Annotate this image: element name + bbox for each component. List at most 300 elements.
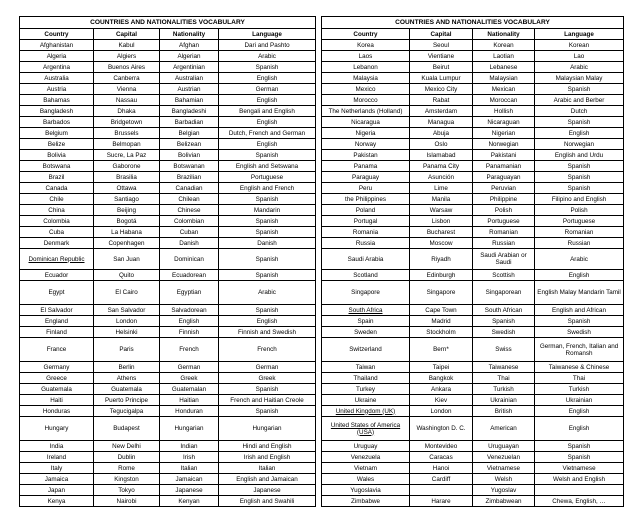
left-vocabulary-table xyxy=(19,16,316,507)
table-row xyxy=(322,305,624,316)
left-cell-capital: Berlin xyxy=(94,362,160,373)
table-row xyxy=(322,62,624,73)
right-cell-capital: Montevideo xyxy=(410,441,473,452)
right-cell-nationality: South African xyxy=(473,305,535,316)
right-cell-capital: Seoul xyxy=(410,40,473,51)
right-cell-language: Turkish xyxy=(535,384,624,395)
left-cell-country: Cuba xyxy=(20,227,94,238)
left-cell-capital: Canberra xyxy=(94,73,160,84)
left-cell-language: Irish and English xyxy=(219,452,316,463)
left-cell-capital: Dublin xyxy=(94,452,160,463)
left-cell-nationality: Cuban xyxy=(160,227,219,238)
left-cell-capital: La Habana xyxy=(94,227,160,238)
left-cell-nationality: German xyxy=(160,362,219,373)
right-cell-nationality: Peruvian xyxy=(473,183,535,194)
right-cell-country: Thailand xyxy=(322,373,410,384)
right-cell-language: English Malay Mandarin Tamil xyxy=(535,281,624,305)
right-cell-country: Morocco xyxy=(322,95,410,106)
right-cell-nationality: Paraguayan xyxy=(473,172,535,183)
right-cell-language: Dutch xyxy=(535,106,624,117)
right-cell-country: Panama xyxy=(322,161,410,172)
table-row xyxy=(20,73,316,84)
left-cell-language: English xyxy=(219,316,316,327)
left-cell-language: Arabic xyxy=(219,51,316,62)
left-cell-capital: Vienna xyxy=(94,84,160,95)
table-row xyxy=(322,496,624,507)
right-cell-nationality: Moroccan xyxy=(473,95,535,106)
right-cell-capital: Managua xyxy=(410,117,473,128)
left-cell-capital: Santiago xyxy=(94,194,160,205)
left-cell-country: Colombia xyxy=(20,216,94,227)
left-cell-language: English and Setswana xyxy=(219,161,316,172)
table-row xyxy=(322,84,624,95)
left-cell-capital: Buenos Aires xyxy=(94,62,160,73)
right-cell-nationality: Zimbabwean xyxy=(473,496,535,507)
right-cell-language: Spanish xyxy=(535,183,624,194)
left-cell-capital: Ottawa xyxy=(94,183,160,194)
left-cell-capital: Copenhagen xyxy=(94,238,160,249)
table-row xyxy=(20,463,316,474)
table-row xyxy=(20,40,316,51)
left-cell-country: England xyxy=(20,316,94,327)
left-cell-country: Algeria xyxy=(20,51,94,62)
left-cell-nationality: Bangladeshi xyxy=(160,106,219,117)
left-header-nationality: Nationality xyxy=(160,29,219,40)
right-cell-capital: Amsterdam xyxy=(410,106,473,117)
table-row xyxy=(322,452,624,463)
table-row xyxy=(322,485,624,496)
right-cell-capital xyxy=(410,485,473,496)
right-cell-country: Mexico xyxy=(322,84,410,95)
table-row xyxy=(322,40,624,51)
table-row xyxy=(20,128,316,139)
right-cell-country: Taiwan xyxy=(322,362,410,373)
right-cell-capital: Mexico City xyxy=(410,84,473,95)
left-cell-nationality: Kenyan xyxy=(160,496,219,507)
table-row xyxy=(322,384,624,395)
left-cell-nationality: Colombian xyxy=(160,216,219,227)
left-cell-nationality: Algerian xyxy=(160,51,219,62)
left-cell-country: Bangladesh xyxy=(20,106,94,117)
left-cell-language: Dutch, French and German xyxy=(219,128,316,139)
right-cell-country: Saudi Arabia xyxy=(322,249,410,270)
left-cell-capital: Beijing xyxy=(94,205,160,216)
right-cell-country: Paraguay xyxy=(322,172,410,183)
table-row xyxy=(20,106,316,117)
right-cell-nationality: Norwegian xyxy=(473,139,535,150)
right-cell-nationality: Singaporean xyxy=(473,281,535,305)
left-cell-nationality: Greek xyxy=(160,373,219,384)
right-cell-country: Yugoslavia xyxy=(322,485,410,496)
table-row xyxy=(20,161,316,172)
right-cell-language: Arabic xyxy=(535,62,624,73)
right-cell-country: the Philippines xyxy=(322,194,410,205)
right-cell-country: Turkey xyxy=(322,384,410,395)
left-cell-country: Egypt xyxy=(20,281,94,305)
left-cell-language: Hungarian xyxy=(219,417,316,441)
right-cell-language: Spanish xyxy=(535,316,624,327)
right-cell-nationality: British xyxy=(473,406,535,417)
left-cell-nationality: Guatemalan xyxy=(160,384,219,395)
left-header-language: Language xyxy=(219,29,316,40)
right-header-language: Language xyxy=(535,29,624,40)
right-cell-nationality: Malaysian xyxy=(473,73,535,84)
right-cell-country: Wales xyxy=(322,474,410,485)
table-row xyxy=(322,95,624,106)
right-cell-country: Sweden xyxy=(322,327,410,338)
left-cell-nationality: Salvadorean xyxy=(160,305,219,316)
left-cell-capital: Algiers xyxy=(94,51,160,62)
left-cell-capital: Gaborone xyxy=(94,161,160,172)
left-cell-language: English xyxy=(219,95,316,106)
table-row xyxy=(20,150,316,161)
right-cell-capital: Madrid xyxy=(410,316,473,327)
right-cell-country: Portugal xyxy=(322,216,410,227)
left-cell-capital: Helsinki xyxy=(94,327,160,338)
left-cell-country: China xyxy=(20,205,94,216)
right-cell-nationality: Uruguayan xyxy=(473,441,535,452)
table-row xyxy=(20,338,316,362)
right-header-row xyxy=(322,29,624,40)
left-cell-country: Brazil xyxy=(20,172,94,183)
left-cell-nationality: Ecuadorean xyxy=(160,270,219,281)
left-cell-capital: London xyxy=(94,316,160,327)
left-cell-nationality: Haitian xyxy=(160,395,219,406)
table-row xyxy=(20,227,316,238)
left-cell-nationality: Argentinian xyxy=(160,62,219,73)
left-cell-language: Hindi and English xyxy=(219,441,316,452)
left-cell-language: Spanish xyxy=(219,150,316,161)
left-cell-language: English xyxy=(219,117,316,128)
left-cell-language: Spanish xyxy=(219,305,316,316)
right-cell-language: English xyxy=(535,417,624,441)
left-cell-capital: Belmopan xyxy=(94,139,160,150)
right-cell-capital: London xyxy=(410,406,473,417)
table-row xyxy=(20,84,316,95)
right-cell-capital: Bucharest xyxy=(410,227,473,238)
right-cell-nationality: Laotian xyxy=(473,51,535,62)
right-cell-language: Spanish xyxy=(535,441,624,452)
left-cell-nationality: Brazilian xyxy=(160,172,219,183)
left-cell-country: Bolivia xyxy=(20,150,94,161)
left-cell-language: English and French xyxy=(219,183,316,194)
table-row xyxy=(322,338,624,362)
right-cell-language: Thai xyxy=(535,373,624,384)
right-cell-country: United States of America (USA) xyxy=(322,417,410,441)
table-row xyxy=(20,183,316,194)
left-cell-nationality: Chilean xyxy=(160,194,219,205)
right-cell-capital: Manila xyxy=(410,194,473,205)
right-cell-country: Korea xyxy=(322,40,410,51)
right-cell-language: Russian xyxy=(535,238,624,249)
right-cell-capital: Oslo xyxy=(410,139,473,150)
right-cell-country: Nigeria xyxy=(322,128,410,139)
right-cell-nationality: Russian xyxy=(473,238,535,249)
left-cell-capital: Guatemala xyxy=(94,384,160,395)
right-cell-language: Arabic and Berber xyxy=(535,95,624,106)
left-cell-country: Chile xyxy=(20,194,94,205)
left-header-country: Country xyxy=(20,29,94,40)
left-cell-language: English xyxy=(219,73,316,84)
left-cell-language: Finnish and Swedish xyxy=(219,327,316,338)
table-row xyxy=(20,305,316,316)
table-row xyxy=(322,316,624,327)
left-cell-nationality: Italian xyxy=(160,463,219,474)
left-cell-language: Mandarin xyxy=(219,205,316,216)
right-cell-language xyxy=(535,485,624,496)
table-row xyxy=(322,73,624,84)
left-header-capital: Capital xyxy=(94,29,160,40)
left-cell-country: Haiti xyxy=(20,395,94,406)
table-row xyxy=(20,51,316,62)
left-cell-country: Argentina xyxy=(20,62,94,73)
right-cell-capital: Stockholm xyxy=(410,327,473,338)
left-cell-capital: Rome xyxy=(94,463,160,474)
left-cell-country: Dominican Republic xyxy=(20,249,94,270)
right-cell-capital: Bangkok xyxy=(410,373,473,384)
table-row xyxy=(322,194,624,205)
table-row xyxy=(20,474,316,485)
left-cell-capital: San Juan xyxy=(94,249,160,270)
right-cell-country: Malaysia xyxy=(322,73,410,84)
table-row xyxy=(322,205,624,216)
table-row xyxy=(20,172,316,183)
table-row xyxy=(322,238,624,249)
left-cell-language: Portuguese xyxy=(219,172,316,183)
right-cell-capital: Edinburgh xyxy=(410,270,473,281)
table-row xyxy=(20,417,316,441)
left-cell-country: Denmark xyxy=(20,238,94,249)
left-cell-language: English and Jamaican xyxy=(219,474,316,485)
left-cell-country: Botswana xyxy=(20,161,94,172)
table-row xyxy=(322,128,624,139)
right-cell-country: Spain xyxy=(322,316,410,327)
left-cell-nationality: Egyptian xyxy=(160,281,219,305)
table-row xyxy=(322,417,624,441)
right-cell-language: English xyxy=(535,406,624,417)
right-table-body xyxy=(322,40,624,507)
right-cell-language: Spanish xyxy=(535,161,624,172)
table-row xyxy=(322,395,624,406)
right-cell-capital: Taipei xyxy=(410,362,473,373)
left-cell-country: Hungary xyxy=(20,417,94,441)
table-row xyxy=(322,150,624,161)
right-cell-country: Nicaragua xyxy=(322,117,410,128)
left-cell-country: Japan xyxy=(20,485,94,496)
right-cell-country: Peru xyxy=(322,183,410,194)
table-row xyxy=(322,474,624,485)
left-cell-language: Bengali and English xyxy=(219,106,316,117)
left-cell-nationality: English xyxy=(160,316,219,327)
right-cell-nationality: Venezuelan xyxy=(473,452,535,463)
left-cell-language: Spanish xyxy=(219,270,316,281)
left-cell-country: Ireland xyxy=(20,452,94,463)
left-cell-capital: Paris xyxy=(94,338,160,362)
left-cell-nationality: Hungarian xyxy=(160,417,219,441)
left-cell-nationality: Barbadian xyxy=(160,117,219,128)
left-cell-language: Arabic xyxy=(219,281,316,305)
right-cell-language: English xyxy=(535,128,624,139)
table-row xyxy=(20,216,316,227)
right-cell-country: Uruguay xyxy=(322,441,410,452)
right-cell-capital: Washington D. C. xyxy=(410,417,473,441)
left-cell-language: Spanish xyxy=(219,249,316,270)
right-cell-nationality: Swedish xyxy=(473,327,535,338)
right-cell-capital: Moscow xyxy=(410,238,473,249)
left-cell-language: French and Haitian Creole xyxy=(219,395,316,406)
table-row xyxy=(20,205,316,216)
left-cell-country: France xyxy=(20,338,94,362)
right-cell-country: The Netherlands (Holland) xyxy=(322,106,410,117)
right-cell-country: Pakistan xyxy=(322,150,410,161)
left-cell-nationality: Dominican xyxy=(160,249,219,270)
table-row xyxy=(20,384,316,395)
table-row xyxy=(322,106,624,117)
left-cell-language: Spanish xyxy=(219,216,316,227)
right-cell-capital: Ankara xyxy=(410,384,473,395)
table-row xyxy=(322,216,624,227)
left-cell-nationality: Bahamian xyxy=(160,95,219,106)
right-cell-nationality: Swiss xyxy=(473,338,535,362)
left-cell-language: English and Swahili xyxy=(219,496,316,507)
right-cell-language: Portuguese xyxy=(535,216,624,227)
left-cell-language: Spanish xyxy=(219,384,316,395)
table-row xyxy=(20,95,316,106)
left-cell-capital: Puerto Principe xyxy=(94,395,160,406)
right-cell-country: Venezuela xyxy=(322,452,410,463)
right-cell-nationality: Thai xyxy=(473,373,535,384)
left-cell-language: French xyxy=(219,338,316,362)
right-cell-country: Lebanon xyxy=(322,62,410,73)
right-cell-nationality: Portuguese xyxy=(473,216,535,227)
table-row xyxy=(322,327,624,338)
table-row xyxy=(322,117,624,128)
table-row xyxy=(322,270,624,281)
right-cell-capital: Harare xyxy=(410,496,473,507)
right-cell-language: Lao xyxy=(535,51,624,62)
left-cell-nationality: Austrian xyxy=(160,84,219,95)
table-row xyxy=(322,183,624,194)
left-cell-country: Belgium xyxy=(20,128,94,139)
left-table-body xyxy=(20,40,316,507)
table-row xyxy=(20,316,316,327)
left-cell-country: Kenya xyxy=(20,496,94,507)
left-cell-language: Spanish xyxy=(219,62,316,73)
right-cell-language: Vietnamese xyxy=(535,463,624,474)
right-cell-capital: Kuala Lumpur xyxy=(410,73,473,84)
right-cell-language: Arabic xyxy=(535,249,624,270)
table-row xyxy=(322,249,624,270)
right-cell-nationality: Panamanian xyxy=(473,161,535,172)
table-row xyxy=(322,441,624,452)
right-cell-country: United Kingdom (UK) xyxy=(322,406,410,417)
right-cell-language: German, French, Italian and Romansh xyxy=(535,338,624,362)
left-cell-nationality: Indian xyxy=(160,441,219,452)
table-row xyxy=(20,238,316,249)
left-cell-capital: Tokyo xyxy=(94,485,160,496)
right-cell-nationality: American xyxy=(473,417,535,441)
left-cell-language: Spanish xyxy=(219,194,316,205)
table-row xyxy=(20,281,316,305)
right-cell-capital: Abuja xyxy=(410,128,473,139)
left-cell-nationality: Finnish xyxy=(160,327,219,338)
left-cell-country: India xyxy=(20,441,94,452)
left-cell-nationality: Belizean xyxy=(160,139,219,150)
left-cell-capital: Quito xyxy=(94,270,160,281)
left-table-title: COUNTRIES AND NATIONALITIES VOCABULARY xyxy=(20,17,316,29)
right-cell-capital: Vientiane xyxy=(410,51,473,62)
right-header-capital: Capital xyxy=(410,29,473,40)
right-cell-capital: Hanoi xyxy=(410,463,473,474)
table-row xyxy=(20,62,316,73)
left-cell-capital: Brasilia xyxy=(94,172,160,183)
right-cell-nationality: Turkish xyxy=(473,384,535,395)
table-row xyxy=(20,139,316,150)
table-row xyxy=(322,161,624,172)
left-cell-capital: Brussels xyxy=(94,128,160,139)
left-cell-country: Jamaica xyxy=(20,474,94,485)
right-cell-language: Chewa, English, … xyxy=(535,496,624,507)
right-cell-nationality: Taiwanese xyxy=(473,362,535,373)
right-cell-capital: Kiev xyxy=(410,395,473,406)
right-cell-nationality: Hollish xyxy=(473,106,535,117)
left-cell-country: Austria xyxy=(20,84,94,95)
table-row xyxy=(20,270,316,281)
right-cell-nationality: Korean xyxy=(473,40,535,51)
left-cell-country: Belize xyxy=(20,139,94,150)
left-cell-capital: Sucre, La Paz xyxy=(94,150,160,161)
left-cell-capital: Tegucigalpa xyxy=(94,406,160,417)
left-cell-country: Greece xyxy=(20,373,94,384)
right-cell-language: Ukrainian xyxy=(535,395,624,406)
left-cell-language: Spanish xyxy=(219,406,316,417)
right-cell-language: Filipino and English xyxy=(535,194,624,205)
left-cell-country: Italy xyxy=(20,463,94,474)
right-cell-nationality: Welsh xyxy=(473,474,535,485)
left-cell-nationality: Australian xyxy=(160,73,219,84)
right-cell-capital: Islamabad xyxy=(410,150,473,161)
table-row xyxy=(20,249,316,270)
right-cell-nationality: Mexican xyxy=(473,84,535,95)
right-cell-language: Spanish xyxy=(535,117,624,128)
table-row xyxy=(322,463,624,474)
left-cell-nationality: Danish xyxy=(160,238,219,249)
left-cell-nationality: Botswanan xyxy=(160,161,219,172)
left-cell-nationality: Chinese xyxy=(160,205,219,216)
left-cell-language: English xyxy=(219,139,316,150)
table-row xyxy=(322,51,624,62)
table-row xyxy=(322,373,624,384)
left-cell-language: Italian xyxy=(219,463,316,474)
table-row xyxy=(322,406,624,417)
right-cell-nationality: Polish xyxy=(473,205,535,216)
right-cell-capital: Singapore xyxy=(410,281,473,305)
left-cell-country: Afghanistan xyxy=(20,40,94,51)
right-cell-country: Ukraine xyxy=(322,395,410,406)
left-cell-language: Greek xyxy=(219,373,316,384)
right-cell-capital: Beirut xyxy=(410,62,473,73)
table-row xyxy=(20,406,316,417)
left-cell-country: Barbados xyxy=(20,117,94,128)
table-row xyxy=(20,452,316,463)
right-cell-language: Korean xyxy=(535,40,624,51)
right-cell-nationality: Ukrainian xyxy=(473,395,535,406)
left-cell-nationality: Irish xyxy=(160,452,219,463)
right-cell-country: Norway xyxy=(322,139,410,150)
left-cell-capital: Nassau xyxy=(94,95,160,106)
left-cell-country: Finland xyxy=(20,327,94,338)
right-table-title: COUNTRIES AND NATIONALITIES VOCABULARY xyxy=(322,17,624,29)
